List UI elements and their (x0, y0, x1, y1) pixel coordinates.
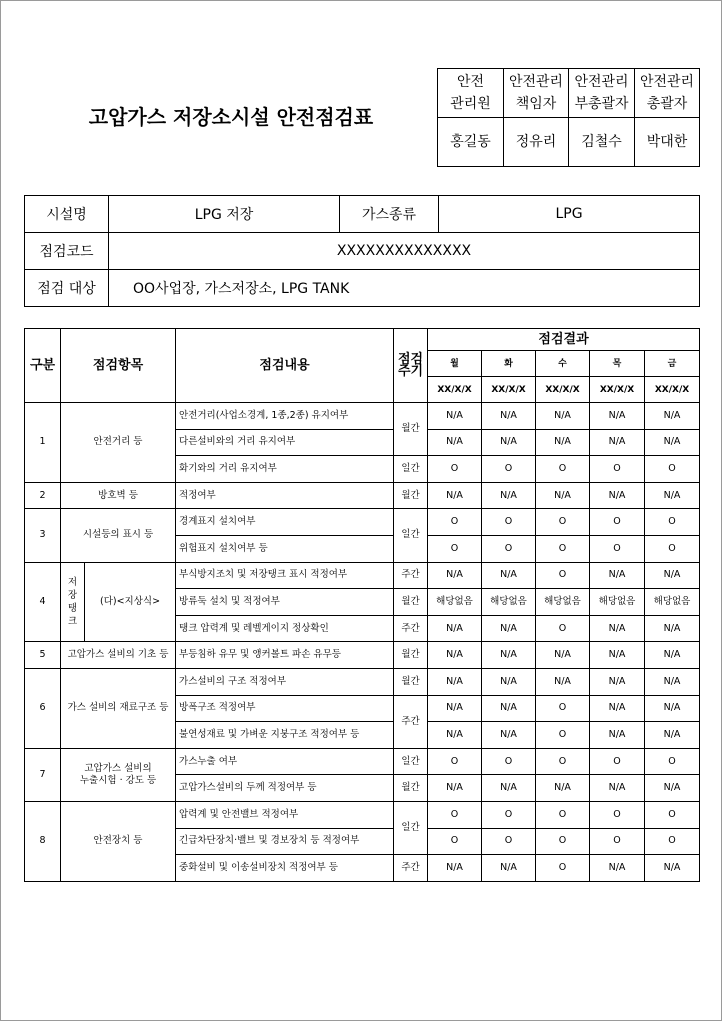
check-period: 주간 (394, 562, 428, 589)
check-content: 압력계 및 안전밸브 적정여부 (176, 801, 394, 828)
result-cell: N/A (590, 482, 645, 509)
result-cell: N/A (645, 615, 700, 642)
check-item: 시설등의 표시 등 (61, 509, 176, 562)
header-day: 월 (428, 351, 482, 377)
check-content: 부등침하 유무 및 앵커볼트 파손 유무등 (176, 642, 394, 669)
result-cell: N/A (645, 855, 700, 882)
result-cell: N/A (536, 775, 590, 802)
result-cell: N/A (645, 695, 700, 722)
target-value: OO사업장, 가스저장소, LPG TANK (109, 270, 700, 307)
category-number: 7 (25, 748, 61, 801)
result-cell: N/A (590, 722, 645, 749)
check-period: 주간 (394, 695, 428, 748)
result-cell: N/A (428, 668, 482, 695)
check-period: 일간 (394, 801, 428, 854)
result-cell: O (536, 828, 590, 855)
result-cell: O (536, 748, 590, 775)
result-cell: N/A (482, 562, 536, 589)
facility-value: LPG 저장 (109, 196, 340, 233)
category-number: 2 (25, 482, 61, 509)
result-cell: O (536, 722, 590, 749)
result-cell: O (428, 828, 482, 855)
target-label: 점검 대상 (25, 270, 109, 307)
check-content: 중화설비 및 이송설비장치 적정여부 등 (176, 855, 394, 882)
check-period: 월간 (394, 403, 428, 456)
result-cell: N/A (590, 615, 645, 642)
check-period: 일간 (394, 509, 428, 562)
result-cell: O (536, 456, 590, 483)
inspection-table (24, 328, 700, 882)
check-content: 탱크 압력계 및 레벨게이지 정상확인 (176, 615, 394, 642)
check-period: 월간 (394, 775, 428, 802)
header-day: 금 (645, 351, 700, 377)
result-cell: O (536, 562, 590, 589)
category-number: 3 (25, 509, 61, 562)
result-cell: O (482, 509, 536, 536)
approval-role: 안전 관리원 (438, 69, 504, 118)
check-period: 월간 (394, 589, 428, 616)
result-cell: O (536, 695, 590, 722)
approval-role: 안전관리 총괄자 (635, 69, 700, 118)
check-content: 고압가스설비의 두께 적정여부 등 (176, 775, 394, 802)
result-cell: O (536, 615, 590, 642)
category-number: 4 (25, 562, 61, 642)
result-cell: N/A (590, 403, 645, 430)
result-cell: N/A (645, 403, 700, 430)
check-item: 방호벽 등 (61, 482, 176, 509)
code-value: XXXXXXXXXXXXXX (109, 233, 700, 270)
result-cell: O (645, 535, 700, 562)
check-content: 방류둑 설치 및 적정여부 (176, 589, 394, 616)
result-cell: O (428, 535, 482, 562)
result-cell: O (536, 801, 590, 828)
check-content: 안전거리(사업소경계, 1종,2종) 유지여부 (176, 403, 394, 430)
check-content: 경계표지 설치여부 (176, 509, 394, 536)
result-cell: O (428, 801, 482, 828)
check-content: 위험표지 설치여부 등 (176, 535, 394, 562)
check-content: 가스누출 여부 (176, 748, 394, 775)
result-cell: N/A (482, 403, 536, 430)
approval-name: 정유리 (504, 118, 569, 167)
result-cell: O (645, 801, 700, 828)
result-cell: O (428, 509, 482, 536)
result-cell: N/A (482, 775, 536, 802)
check-item: 고압가스 설비의 기초 등 (61, 642, 176, 669)
gas-type-value: LPG (439, 196, 700, 233)
result-cell: N/A (428, 403, 482, 430)
table-row (25, 642, 700, 669)
result-cell: N/A (590, 695, 645, 722)
result-cell: N/A (645, 775, 700, 802)
approval-role: 안전관리 책임자 (504, 69, 569, 118)
approval-role: 안전관리 부총괄자 (569, 69, 635, 118)
result-cell: N/A (536, 642, 590, 669)
result-cell: N/A (482, 855, 536, 882)
result-cell: O (590, 828, 645, 855)
result-cell: 해당없음 (590, 589, 645, 616)
table-row (25, 801, 700, 828)
table-row (25, 562, 700, 589)
result-cell: 해당없음 (428, 589, 482, 616)
header-day: 화 (482, 351, 536, 377)
result-cell: N/A (482, 482, 536, 509)
header-item: 점검항목 (61, 329, 176, 403)
facility-label: 시설명 (25, 196, 109, 233)
result-cell: O (482, 828, 536, 855)
result-cell: N/A (428, 642, 482, 669)
result-cell: N/A (428, 562, 482, 589)
result-cell: 해당없음 (482, 589, 536, 616)
result-cell: N/A (428, 482, 482, 509)
result-cell: N/A (536, 403, 590, 430)
result-cell: N/A (590, 562, 645, 589)
document-title: 고압가스 저장소시설 안전점검표 (88, 105, 374, 129)
result-cell: N/A (428, 615, 482, 642)
check-content: 화기와의 거리 유지여부 (176, 456, 394, 483)
result-cell: N/A (645, 642, 700, 669)
table-row (25, 509, 700, 536)
header-category: 구분 (25, 329, 61, 403)
result-cell: N/A (536, 429, 590, 456)
check-content: 적정여부 (176, 482, 394, 509)
header-date: XX/X/X (536, 377, 590, 403)
check-content: 가스설비의 구조 적정여부 (176, 668, 394, 695)
result-cell: O (482, 801, 536, 828)
header-day: 목 (590, 351, 645, 377)
check-item: 안전장치 등 (61, 801, 176, 881)
header-day: 수 (536, 351, 590, 377)
approval-name: 박대한 (635, 118, 700, 167)
check-period: 일간 (394, 456, 428, 483)
result-cell: O (536, 509, 590, 536)
header-date: XX/X/X (645, 377, 700, 403)
table-row (25, 668, 700, 695)
result-cell: N/A (482, 668, 536, 695)
check-content: 부식방지조치 및 저장탱크 표시 적정여부 (176, 562, 394, 589)
result-cell: 해당없음 (536, 589, 590, 616)
result-cell: N/A (590, 642, 645, 669)
result-cell: N/A (590, 775, 645, 802)
result-cell: N/A (428, 855, 482, 882)
result-cell: N/A (645, 722, 700, 749)
code-label: 점검코드 (25, 233, 109, 270)
facility-info-table (24, 195, 700, 307)
check-period: 월간 (394, 668, 428, 695)
check-content: 방폭구조 적정여부 (176, 695, 394, 722)
header-result: 점검결과 (428, 329, 700, 351)
check-period: 일간 (394, 748, 428, 775)
result-cell: O (645, 748, 700, 775)
check-period: 주간 (394, 615, 428, 642)
result-cell: N/A (590, 855, 645, 882)
result-cell: O (590, 535, 645, 562)
result-cell: O (536, 855, 590, 882)
result-cell: O (428, 456, 482, 483)
approval-table (437, 68, 700, 167)
check-content: 불연성재료 및 가벼운 지붕구조 적정여부 등 (176, 722, 394, 749)
check-item-main: 저 장 탱 크 (61, 562, 85, 642)
result-cell: N/A (482, 429, 536, 456)
result-cell: N/A (482, 642, 536, 669)
result-cell: O (482, 456, 536, 483)
result-cell: 해당없음 (645, 589, 700, 616)
result-cell: N/A (590, 668, 645, 695)
check-item: 가스 설비의 재료구조 등 (61, 668, 176, 748)
check-content: 다른설비와의 거리 유지여부 (176, 429, 394, 456)
category-number: 5 (25, 642, 61, 669)
result-cell: O (590, 748, 645, 775)
result-cell: N/A (482, 695, 536, 722)
result-cell: O (482, 748, 536, 775)
check-period: 월간 (394, 482, 428, 509)
header-period: 점검 주기 (394, 329, 428, 403)
check-period: 월간 (394, 642, 428, 669)
table-row (25, 482, 700, 509)
header-date: XX/X/X (590, 377, 645, 403)
approval-name: 김철수 (569, 118, 635, 167)
check-period: 주간 (394, 855, 428, 882)
result-cell: N/A (428, 775, 482, 802)
header-date: XX/X/X (482, 377, 536, 403)
check-content: 긴급차단장치·밸브 및 경보장치 등 적정여부 (176, 828, 394, 855)
result-cell: O (482, 535, 536, 562)
result-cell: N/A (536, 668, 590, 695)
result-cell: O (536, 535, 590, 562)
result-cell: N/A (428, 695, 482, 722)
result-cell: N/A (645, 482, 700, 509)
result-cell: O (645, 509, 700, 536)
gas-type-label: 가스종류 (340, 196, 439, 233)
header-date: XX/X/X (428, 377, 482, 403)
result-cell: N/A (482, 615, 536, 642)
result-cell: O (590, 509, 645, 536)
check-item: (다)<지상식> (85, 562, 176, 642)
result-cell: O (590, 801, 645, 828)
category-number: 6 (25, 668, 61, 748)
result-cell: N/A (482, 722, 536, 749)
result-cell: O (590, 456, 645, 483)
check-item: 안전거리 등 (61, 403, 176, 483)
result-cell: N/A (428, 429, 482, 456)
table-row (25, 748, 700, 775)
result-cell: O (645, 828, 700, 855)
result-cell: N/A (645, 668, 700, 695)
category-number: 1 (25, 403, 61, 483)
result-cell: N/A (590, 429, 645, 456)
header-content: 점검내용 (176, 329, 394, 403)
category-number: 8 (25, 801, 61, 881)
result-cell: N/A (645, 429, 700, 456)
result-cell: O (428, 748, 482, 775)
check-item: 고압가스 설비의 누출시험 · 강도 등 (61, 748, 176, 801)
result-cell: N/A (536, 482, 590, 509)
result-cell: N/A (428, 722, 482, 749)
approval-name: 홍길동 (438, 118, 504, 167)
result-cell: N/A (645, 562, 700, 589)
result-cell: O (645, 456, 700, 483)
table-row (25, 403, 700, 430)
